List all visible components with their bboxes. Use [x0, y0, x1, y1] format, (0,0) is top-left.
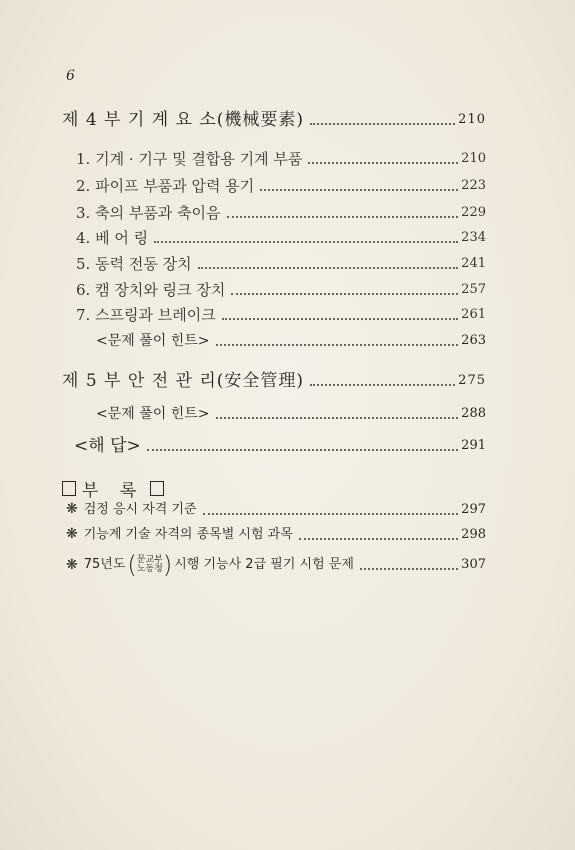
dot-leader	[198, 266, 459, 269]
dot-leader	[227, 215, 459, 218]
toc-hint-part-5[interactable]	[96, 401, 486, 423]
toc-item[interactable]	[76, 200, 486, 222]
toc-appendix-label-after: 시행 기능사 2급 필기 시험 문제	[174, 557, 354, 572]
toc-part-5-label: 제 5 부 안 전 관 리(安全管理)	[62, 371, 305, 391]
toc-appendix-label: 검정 응시 자격 기준	[83, 502, 197, 517]
toc-answers-page: 291	[461, 438, 486, 453]
toc-item-label: 4. 베 어 링	[76, 229, 149, 247]
toc-item-label: 1. 기계 · 기구 및 결합용 기계 부품	[76, 150, 303, 168]
toc-part-4[interactable]	[62, 107, 486, 129]
dot-leader	[360, 567, 458, 570]
dot-leader	[203, 512, 459, 515]
ministry-note: ( 문교부 노동청 )	[127, 551, 173, 579]
toc-item[interactable]	[76, 173, 486, 195]
dot-leader	[308, 161, 458, 164]
toc-appendix-item[interactable]	[66, 497, 486, 519]
dot-leader	[231, 292, 458, 295]
toc-appendix-label-before: 75년도	[83, 557, 126, 572]
toc-part-5[interactable]	[62, 368, 486, 390]
toc-part-4-label: 제 4 부 기 계 요 소(機械要素)	[62, 110, 305, 130]
toc-item[interactable]	[76, 251, 486, 273]
toc-item-label: 7. 스프링과 브레이크	[76, 306, 216, 324]
toc-hint-part-4[interactable]	[96, 328, 486, 350]
toc-item-page: 257	[461, 282, 486, 297]
toc-part-5-page: 275	[458, 373, 486, 388]
dot-leader	[216, 416, 459, 419]
toc-item-label: 5. 동력 전동 장치	[76, 255, 192, 273]
note-bottom: 노동청	[136, 564, 163, 574]
toc-item[interactable]	[76, 302, 486, 324]
toc-hint-page: 288	[461, 406, 486, 421]
asterisk-icon: ❋	[66, 557, 78, 573]
toc-item-page: 223	[461, 178, 486, 193]
toc-appendix-label: 기능계 기술 자격의 종목별 시험 과목	[83, 527, 293, 542]
toc-item[interactable]	[76, 277, 486, 299]
toc-item[interactable]	[76, 146, 486, 168]
dot-leader	[310, 383, 455, 386]
asterisk-icon: ❋	[66, 501, 78, 517]
dot-leader	[260, 188, 458, 191]
toc-item-page: 261	[461, 307, 486, 322]
dot-leader	[310, 122, 455, 125]
dot-leader	[216, 343, 459, 346]
toc-answers-label: <해 답>	[74, 436, 141, 456]
toc-part-4-page: 210	[458, 112, 486, 127]
toc-answers[interactable]	[74, 433, 486, 455]
toc-item-label: 6. 캠 장치와 링크 장치	[76, 281, 226, 299]
asterisk-icon: ❋	[66, 526, 78, 542]
toc-item-label: 2. 파이프 부품과 압력 용기	[76, 177, 255, 195]
dot-leader	[154, 240, 458, 243]
toc-appendix-page: 307	[461, 557, 486, 572]
appendix-title: 부 록	[82, 481, 145, 501]
toc-item[interactable]	[76, 225, 486, 247]
dot-leader	[222, 317, 458, 320]
toc-hint-page: 263	[461, 333, 486, 348]
dot-leader	[147, 448, 458, 451]
toc-hint-label: <문제 풀이 힌트>	[96, 406, 210, 422]
page-number: 6	[66, 68, 75, 84]
toc-item-page: 210	[461, 151, 486, 166]
note-top: 문교부	[136, 555, 163, 565]
square-icon	[150, 481, 164, 496]
toc-item-label: 3. 축의 부품과 축이음	[76, 204, 221, 222]
dot-leader	[299, 537, 458, 540]
toc-item-page: 234	[461, 230, 486, 245]
toc-appendix-page: 297	[461, 502, 486, 517]
toc-appendix-item[interactable]	[66, 548, 486, 579]
toc-hint-label: <문제 풀이 힌트>	[96, 333, 210, 349]
toc-appendix-item[interactable]	[66, 522, 486, 544]
toc-appendix-page: 298	[461, 527, 486, 542]
toc-item-page: 229	[461, 205, 486, 220]
square-icon	[62, 481, 76, 496]
toc-item-page: 241	[461, 256, 486, 271]
